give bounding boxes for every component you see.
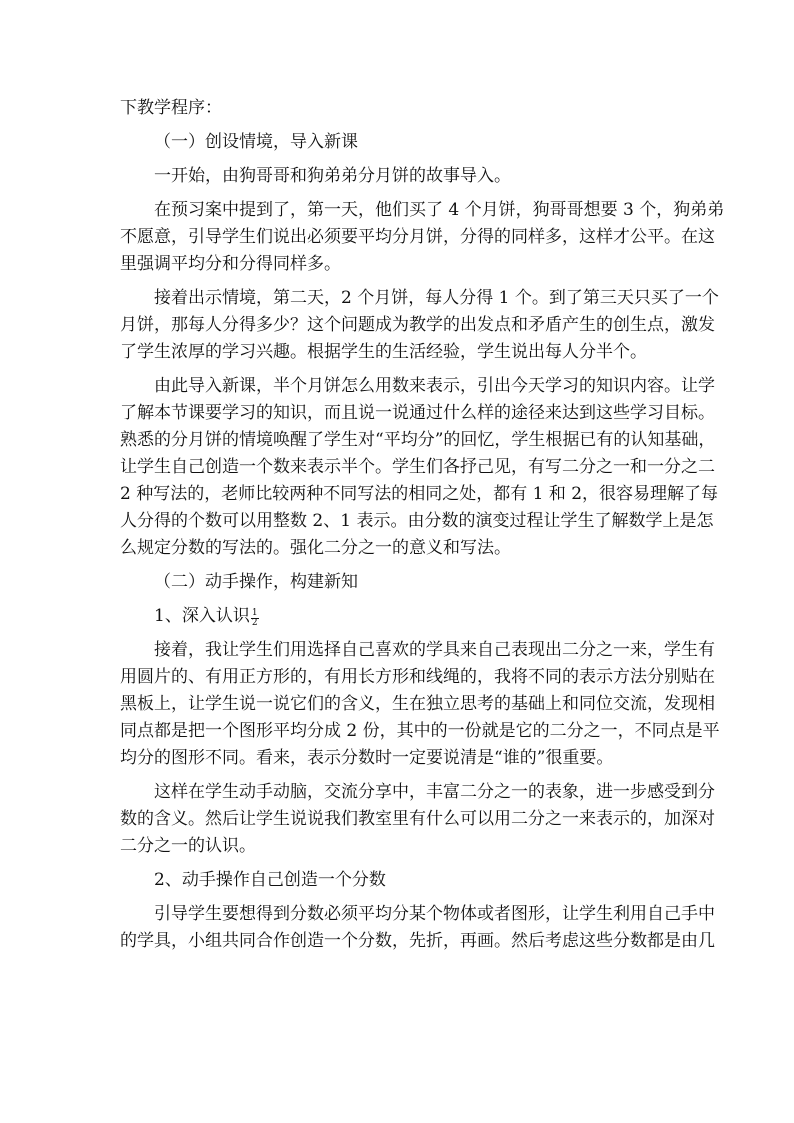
text-line: 么规定分数的写法的。强化二分之一的意义和写法。	[120, 538, 511, 558]
text-line: 里强调平均分和分得同样多。	[120, 254, 341, 274]
text-line: 2 种写法的，老师比较两种不同写法的相同之处，都有 1 和 2，很容易理解了每	[120, 484, 719, 504]
text-line: 了解本节课要学习的知识，而且说一说通过什么样的途径来达到这些学习目标。	[120, 403, 715, 423]
text-line: 了学生浓厚的学习兴趣。根据学生的生活经验，学生说出每人分半个。	[120, 342, 647, 362]
text-line: 月饼，那每人分得多少？这个问题成为教学的出发点和矛盾产生的创生点，激发	[120, 315, 715, 335]
paragraph	[120, 163, 680, 190]
text-line: 数的含义。然后让学生说说我们教室里有什么可以用二分之一来表示的，加深对	[120, 809, 715, 829]
fraction-numerator: 1	[251, 608, 258, 618]
paragraph	[120, 95, 680, 122]
paragraph	[120, 373, 719, 562]
text-line: 接着出示情境，第二天，2 个月饼，每人分得 1 个。到了第三天只买了一个	[154, 288, 719, 308]
document-page	[120, 95, 725, 955]
paragraph	[120, 285, 719, 366]
paragraph	[120, 779, 715, 860]
paragraph	[120, 637, 720, 772]
paragraph	[120, 569, 680, 596]
text-line: 不愿意，引导学生们说出必须要平均分月饼，分得的同样多，这样才公平。在这	[120, 227, 715, 247]
text-line: 黑板上，让学生说一说它们的含义，生在独立思考的基础上和同位交流，发现相	[120, 694, 715, 714]
text-line: 下教学程序：	[120, 98, 222, 118]
fraction-one-half	[251, 609, 259, 628]
text-line: 均分的图形不同。看来，表示分数时一定要说清是“谁的”很重要。	[120, 748, 614, 768]
subheading	[120, 603, 680, 630]
text-line: 人分得的个数可以用整数 2、1 表示。由分数的演变过程让学生了解数学上是怎	[120, 511, 714, 531]
fraction-denominator: 2	[251, 618, 258, 628]
text-line: 在预习案中提到了，第一天，他们买了 4 个月饼，狗哥哥想要 3 个，狗弟弟	[154, 200, 725, 220]
text-line: 一开始，由狗哥哥和狗弟弟分月饼的故事导入。	[154, 166, 511, 186]
paragraph	[120, 129, 680, 156]
text-line: 二分之一的认识。	[120, 836, 256, 856]
paragraph	[120, 867, 680, 894]
text-line: （二）动手操作，构建新知	[154, 572, 358, 592]
text-line: 这样在学生动手动脑，交流分享中，丰富二分之一的表象，进一步感受到分	[154, 782, 715, 802]
text-line: （一）创设情境，导入新课	[154, 132, 358, 152]
text-line: 用圆片的、有用正方形的，有用长方形和线绳的，我将不同的表示方法分别贴在	[120, 667, 715, 687]
subheading-line	[120, 603, 680, 630]
text-line: 熟悉的分月饼的情境唤醒了学生对“平均分”的回忆，学生根据已有的认知基础，	[120, 430, 716, 450]
paragraph	[120, 901, 715, 955]
text-line: 的学具，小组共同合作创造一个分数，先折，再画。然后考虑这些分数都是由几	[120, 931, 715, 951]
text-line: 同点都是把一个图形平均分成 2 份，其中的一份就是它的二分之一，不同点是平	[120, 721, 720, 741]
text-line: 接着，我让学生们用选择自己喜欢的学具来自己表现出二分之一来，学生有	[154, 640, 715, 660]
text-line: 让学生自己创造一个数来表示半个。学生们各抒己见，有写二分之一和一分之二	[120, 457, 715, 477]
subheading-text: 1、深入认识	[154, 606, 250, 626]
text-line: 引导学生要想得到分数必须平均分某个物体或者图形，让学生利用自己手中	[154, 904, 715, 924]
paragraph	[120, 197, 725, 278]
text-line: 2、动手操作自己创造一个分数	[154, 870, 386, 890]
text-line: 由此导入新课，半个月饼怎么用数来表示，引出今天学习的知识内容。让学	[154, 376, 715, 396]
